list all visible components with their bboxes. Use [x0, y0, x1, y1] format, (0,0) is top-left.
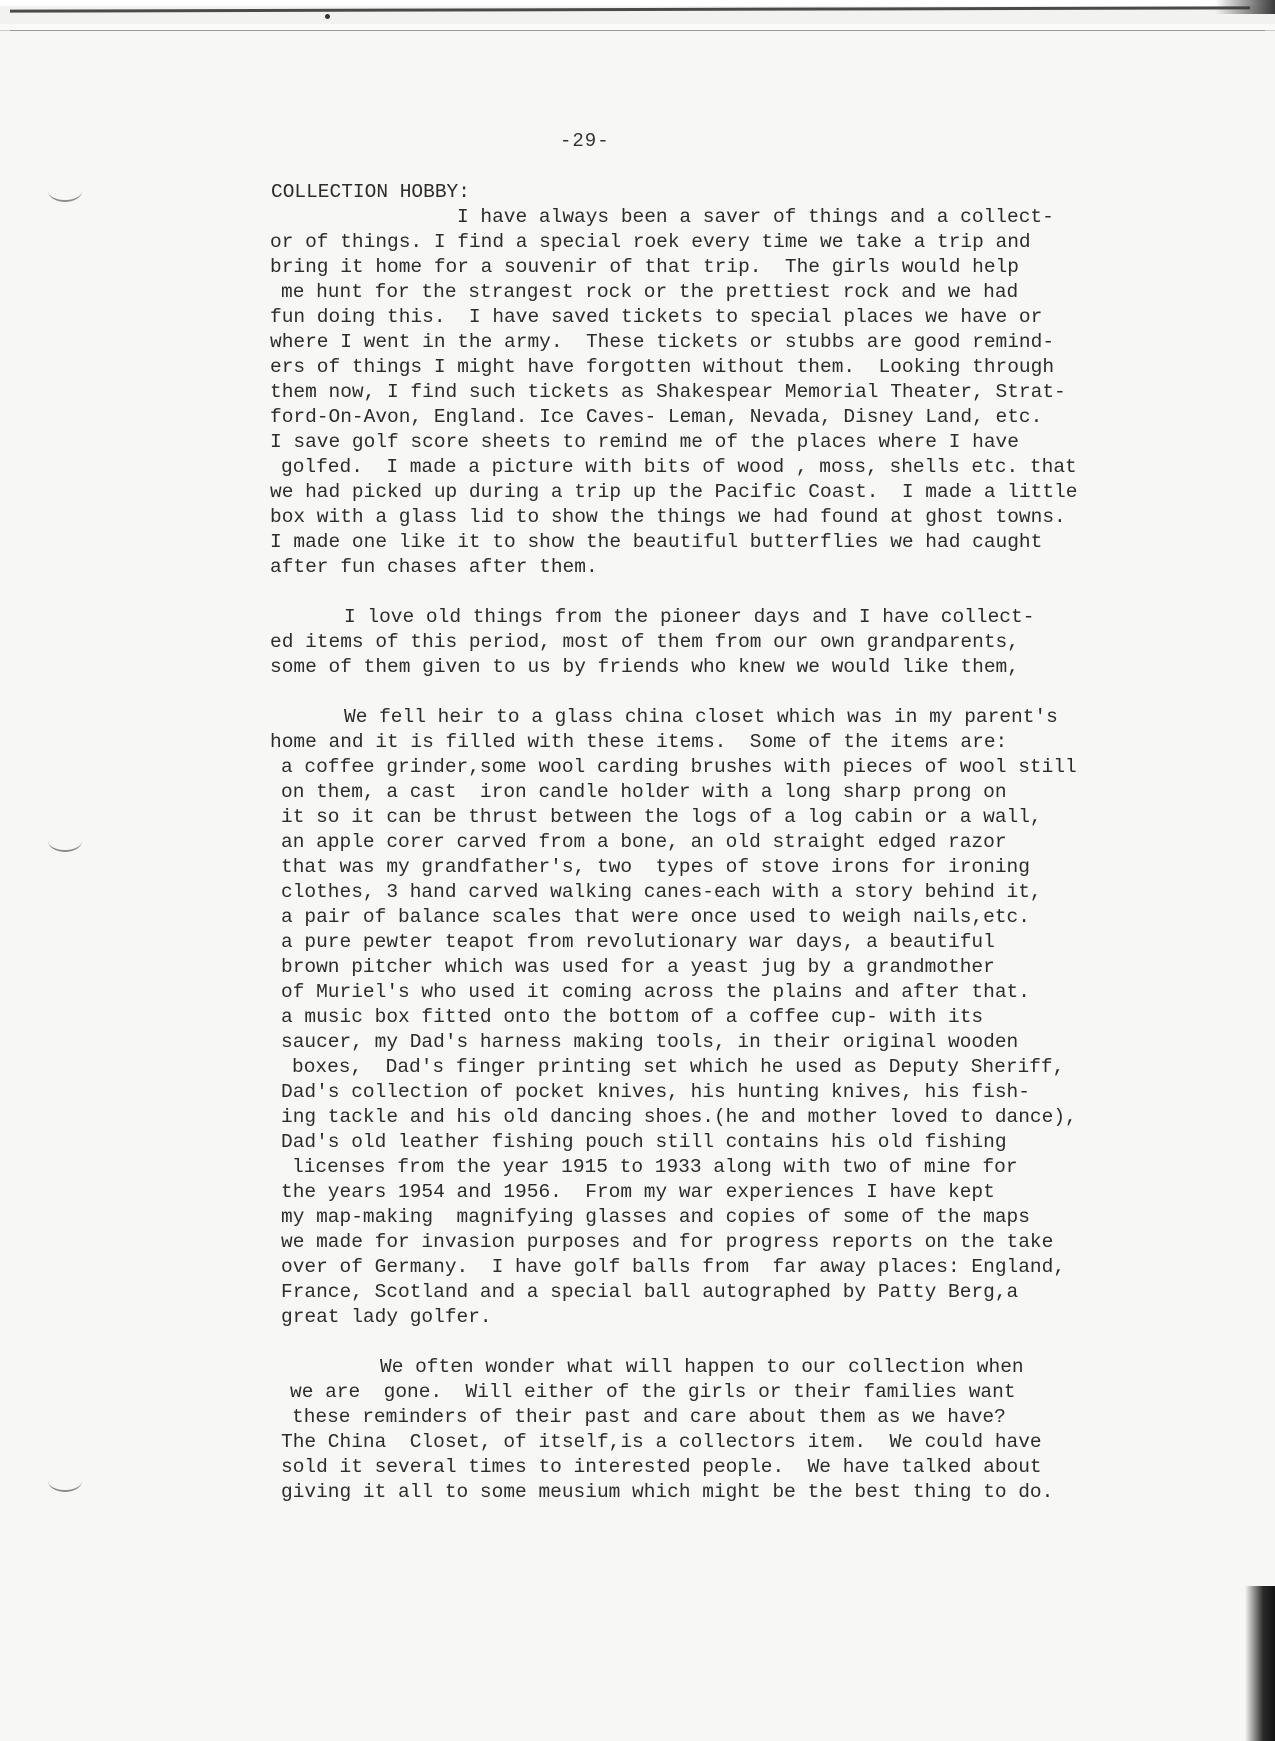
text-line: ford-On-Avon, England. Ice Caves- Leman, Nevada, Disney Land, etc. — [270, 406, 1043, 428]
binder-hole-icon — [48, 180, 82, 202]
text-line: ing tackle and his old dancing shoes.(he and mother loved to dance), — [281, 1106, 1077, 1128]
text-line: giving it all to some meusium which might be the best thing to do. — [281, 1481, 1054, 1503]
text-line: great lady golfer. — [281, 1306, 492, 1328]
text-line: box with a glass lid to show the things we had found at ghost towns. — [270, 506, 1066, 528]
text-line: COLLECTION HOBBY: — [271, 181, 470, 203]
text-line: home and it is filled with these items. Some of the items are: — [270, 731, 1008, 753]
text-line: a pure pewter teapot from revolutionary war days, a beautiful — [281, 931, 995, 953]
text-line: that was my grandfather's, two types of stove irons for ironing — [281, 856, 1030, 878]
text-line: sold it several times to interested people. We have talked about — [281, 1456, 1042, 1478]
text-line: saucer, my Dad's harness making tools, in their original wooden — [281, 1031, 1019, 1053]
text-line: a pair of balance scales that were once used to weigh nails,etc. — [281, 906, 1030, 928]
text-line: I made one like it to show the beautiful butterflies we had caught — [270, 531, 1043, 553]
text-line: We fell heir to a glass china closet which was in my parent's — [344, 706, 1058, 728]
text-line: we are gone. Will either of the girls or their families want — [290, 1381, 1016, 1403]
scan-corner-shadow-bottom — [1245, 1586, 1275, 1741]
text-line: an apple corer carved from a bone, an old straight edged razor — [281, 831, 1007, 853]
top-rule-line-thin — [10, 30, 1265, 31]
text-line: my map-making magnifying glasses and copies of some of the maps — [281, 1206, 1030, 1228]
text-line: licenses from the year 1915 to 1933 along with two of mine for — [292, 1156, 1018, 1178]
text-line: we made for invasion purposes and for progress reports on the take — [281, 1231, 1054, 1253]
text-line: over of Germany. I have golf balls from far away places: England, — [281, 1256, 1066, 1278]
text-line: ers of things I might have forgotten without them. Looking through — [270, 356, 1055, 378]
text-line: or of things. I find a special roek every time we take a trip and — [270, 231, 1031, 253]
text-line: I have always been a saver of things and a collect- — [457, 206, 1054, 228]
text-line: Dad's old leather fishing pouch still contains his old fishing — [281, 1131, 1007, 1153]
text-line: a music box fitted onto the bottom of a coffee cup- with its — [281, 1006, 984, 1028]
text-line: golfed. I made a picture with bits of wood , moss, shells etc. that — [281, 456, 1077, 478]
text-line: the years 1954 and 1956. From my war experiences I have kept — [281, 1181, 995, 1203]
scan-top-edge — [0, 0, 1275, 31]
text-line: Dad's collection of pocket knives, his hunting knives, his fish- — [281, 1081, 1030, 1103]
text-line: me hunt for the strangest rock or the prettiest rock and we had — [281, 281, 1019, 303]
text-line: where I went in the army. These tickets or stubbs are good remind- — [270, 331, 1055, 353]
scan-corner-shadow-top — [1215, 0, 1275, 14]
text-line: bring it home for a souvenir of that trip. The girls would help — [270, 256, 1019, 278]
text-line: clothes, 3 hand carved walking canes-each with a story behind it, — [281, 881, 1042, 903]
text-line: some of them given to us by friends who knew we would like them, — [270, 656, 1019, 678]
text-line: after fun chases after them. — [270, 556, 598, 578]
text-line: I save golf score sheets to remind me of the places where I have — [270, 431, 1019, 453]
text-line: them now, I find such tickets as Shakespear Memorial Theater, Strat- — [270, 381, 1066, 403]
text-line: of Muriel's who used it coming across the plains and after that. — [281, 981, 1030, 1003]
text-line: fun doing this. I have saved tickets to special places we have or — [270, 306, 1043, 328]
text-line: boxes, Dad's finger printing set which he used as Deputy Sheriff, — [292, 1056, 1065, 1078]
binder-hole-icon — [48, 830, 82, 852]
text-line: We often wonder what will happen to our collection when — [380, 1356, 1024, 1378]
text-line: it so it can be thrust between the logs of a log cabin or a wall, — [281, 806, 1042, 828]
text-line: a coffee grinder,some wool carding brushes with pieces of wool still — [281, 756, 1077, 778]
text-line: France, Scotland and a special ball autographed by Patty Berg,a — [281, 1281, 1019, 1303]
text-line: ed items of this period, most of them from our own grandparents, — [270, 631, 1019, 653]
page-number: -29- — [560, 130, 610, 152]
text-line: we had picked up during a trip up the Pacific Coast. I made a little — [270, 481, 1078, 503]
text-line: brown pitcher which was used for a yeast jug by a grandmother — [281, 956, 995, 978]
text-line: I love old things from the pioneer days and I have collect- — [344, 606, 1035, 628]
text-line: The China Closet, of itself,is a collectors item. We could have — [281, 1431, 1042, 1453]
binder-hole-icon — [48, 1470, 82, 1492]
text-line: on them, a cast iron candle holder with a long sharp prong on — [281, 781, 1007, 803]
ink-dot — [325, 14, 330, 19]
text-line: these reminders of their past and care about them as we have? — [292, 1406, 1006, 1428]
